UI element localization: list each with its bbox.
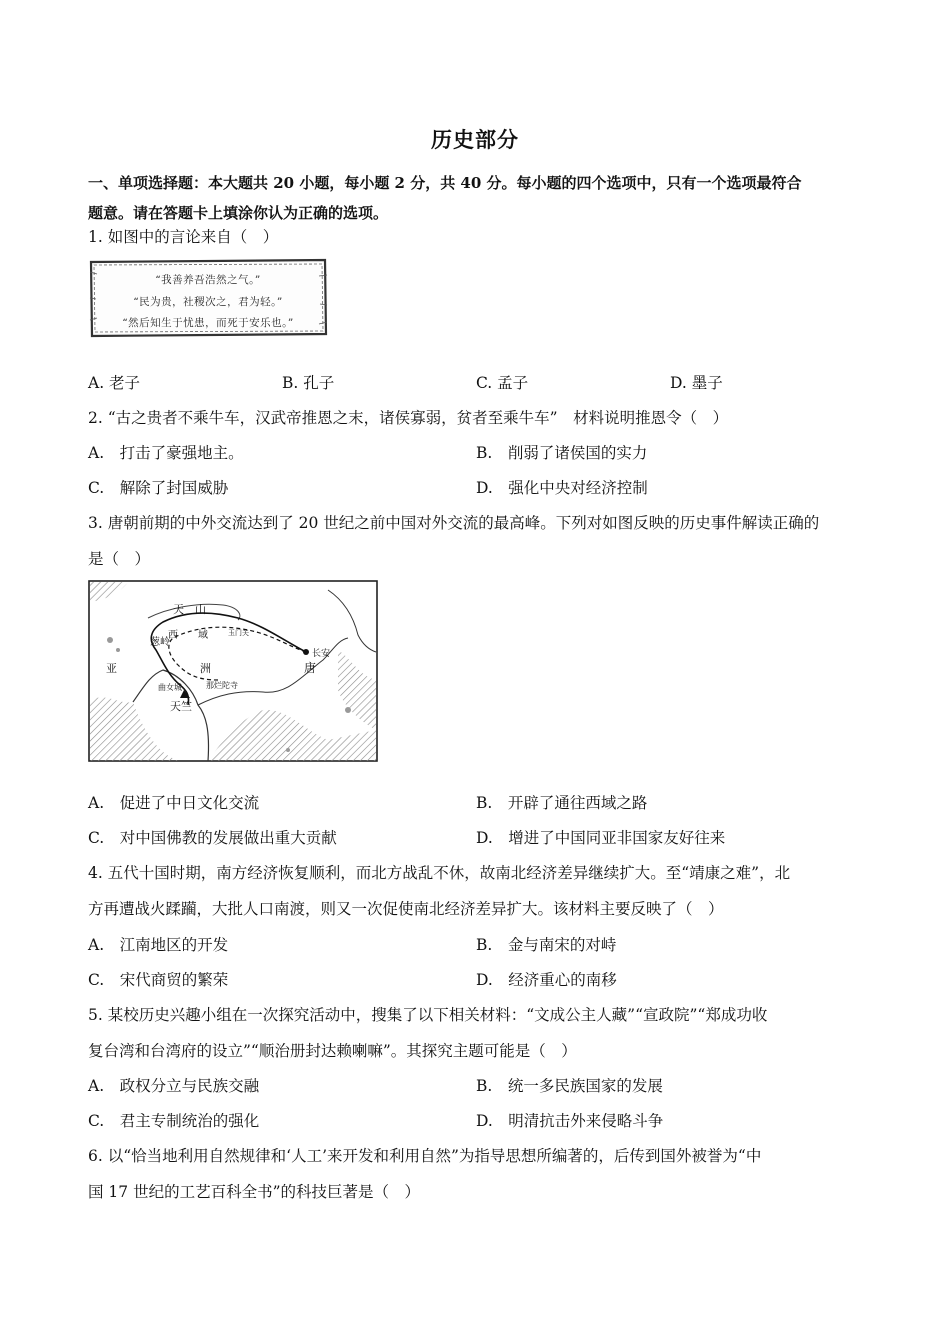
map-label-tianzhu: 天竺 xyxy=(170,700,192,713)
quote-line-3: “然后知生于忧患，而死于安乐也。” xyxy=(122,317,294,329)
map-label-nalantuo: 那烂陀寺 xyxy=(206,681,238,690)
q3-option-d[interactable]: D. 增进了中国同亚非国家友好往来 xyxy=(476,829,726,847)
q1-option-d[interactable]: D. 墨子 xyxy=(670,374,723,392)
q5-option-a[interactable]: A. 政权分立与民族交融 xyxy=(88,1077,260,1095)
map-label-yumenguan: 玉门关 xyxy=(228,629,249,637)
q4-option-b[interactable]: B. 金与南宋的对峙 xyxy=(476,936,617,954)
q3-option-b[interactable]: B. 开辟了通往西域之路 xyxy=(476,794,648,812)
q2-option-b[interactable]: B. 削弱了诸侯国的实力 xyxy=(476,444,648,462)
q2-option-a[interactable]: A. 打击了豪强地主。 xyxy=(88,444,244,462)
map-label-xiyu: 西 域 xyxy=(168,630,208,641)
q5-option-b[interactable]: B. 统一多民族国家的发展 xyxy=(476,1077,663,1095)
q4-option-c[interactable]: C. 宋代商贸的繁荣 xyxy=(88,971,229,989)
q2-option-d[interactable]: D. 强化中央对经济控制 xyxy=(476,479,648,497)
q3-option-c[interactable]: C. 对中国佛教的发展做出重大贡献 xyxy=(88,829,337,847)
q4-stem-line-2: 方再遭战火蹂躏，大批人口南渡，则又一次促使南北经济差异扩大。该材料主要反映了（ ） xyxy=(88,900,724,918)
section-heading-line-2: 题意。请在答题卡上填涂你认为正确的选项。 xyxy=(88,204,389,222)
q1-option-a[interactable]: A. 老子 xyxy=(88,374,141,392)
q2-stem: 2. “古之贵者不乘牛车，汉武帝推恩之末，诸侯寡弱，贫者至乘牛车” 材料说明推恩令（ ） xyxy=(88,409,729,427)
map-label-zhou: 洲 xyxy=(200,662,211,675)
quote-line-1: “我善养吾浩然之气。” xyxy=(155,274,261,286)
q1-quote-image xyxy=(88,258,328,338)
q1-option-b[interactable]: B. 孔子 xyxy=(282,374,335,392)
map-label-tianshan: 天 山 xyxy=(173,603,206,616)
section-heading xyxy=(88,168,868,228)
q3-option-a[interactable]: A. 促进了中日文化交流 xyxy=(88,794,260,812)
q5-stem-line-2: 复台湾和台湾府的设立”“顺治册封达赖喇嘛”。其探究主题可能是（ ） xyxy=(88,1042,577,1060)
map-label-qunuchen: 曲女城 xyxy=(158,683,182,692)
q3-map xyxy=(88,580,378,762)
q6-stem-line-2: 国 17 世纪的工艺百科全书”的科技巨著是（ ） xyxy=(88,1183,421,1201)
q1-option-c[interactable]: C. 孟子 xyxy=(476,374,529,392)
q5-option-d[interactable]: D. 明清抗击外来侵略斗争 xyxy=(476,1112,664,1130)
q5-option-c[interactable]: C. 君主专制统治的强化 xyxy=(88,1112,260,1130)
quote-line-2: “民为贵，社稷次之，君为轻。” xyxy=(133,296,283,308)
map-label-changan: 长安 xyxy=(312,649,331,659)
q4-option-d[interactable]: D. 经济重心的南移 xyxy=(476,971,617,989)
map-label-ya: 亚 xyxy=(106,662,117,675)
q4-stem-line-1: 4. 五代十国时期，南方经济恢复顺利，而北方战乱不休，故南北经济差异继续扩大。至“靖康之难”，北 xyxy=(88,864,791,882)
q3-stem-line-1: 3. 唐朝前期的中外交流达到了 20 世纪之前中国对外交流的最高峰。下列对如图反映的历史事件解读正确的 xyxy=(88,514,820,532)
q2-option-c[interactable]: C. 解除了封国威胁 xyxy=(88,479,229,497)
route-map xyxy=(88,580,378,762)
map-label-congling: 葱岭 xyxy=(150,637,170,648)
q5-stem-line-1: 5. 某校历史兴趣小组在一次探究活动中，搜集了以下相关材料：“文成公主人藏”“宣政院”“郑成功收 xyxy=(88,1006,768,1024)
map-label-tang: 唐 xyxy=(304,661,317,675)
q3-stem-line-2: 是（ ） xyxy=(88,550,151,568)
q4-option-a[interactable]: A. 江南地区的开发 xyxy=(88,936,229,954)
page-title: 历史部分 xyxy=(431,127,519,152)
q1-stem: 1. 如图中的言论来自（ ） xyxy=(88,228,279,246)
section-heading-line-1: 一、单项选择题：本大题共 20 小题，每小题 2 分，共 40 分。每小题的四个选项中，只有一个选项最符合 xyxy=(88,174,802,192)
q6-stem-line-1: 6. 以“恰当地利用自然规律和‘人工’来开发和利用自然”为指导思想所编著的，后传到国外被誉为“中 xyxy=(88,1147,762,1165)
